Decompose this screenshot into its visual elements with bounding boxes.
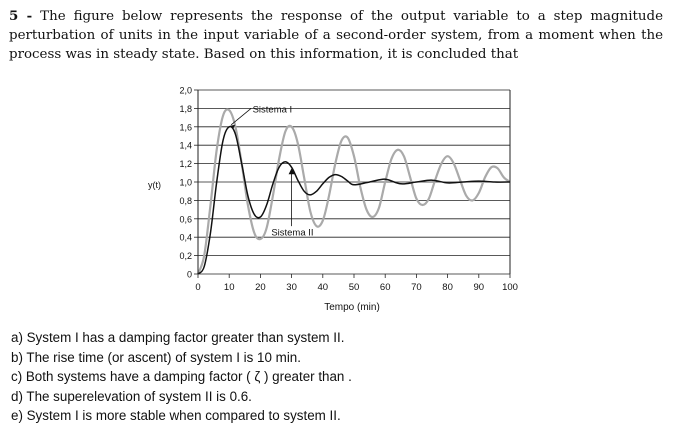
- y-tick-label: 0,6: [179, 214, 192, 225]
- option-c[interactable]: c) Both systems have a damping factor ( ζ ) greater than .: [11, 369, 352, 384]
- x-axis-label: Tempo (min): [324, 302, 380, 313]
- question-text: [9, 7, 663, 64]
- y-axis-label: y(t): [148, 180, 161, 190]
- option-d[interactable]: d) The superelevation of system II is 0.6.: [11, 388, 252, 404]
- series-line-sistema-2: [198, 109, 510, 274]
- y-tick-label: 1,2: [179, 159, 192, 170]
- step-response-figure: [140, 82, 530, 322]
- annotation-pointer-sistema-1: [231, 108, 251, 124]
- y-tick-label: 1,0: [179, 177, 192, 188]
- option-e[interactable]: e) System I is more stable when compared to system II.: [11, 408, 341, 423]
- option-b[interactable]: b) The rise time (or ascent) of system I is 10 min.: [11, 349, 301, 365]
- x-tick-label: 90: [473, 282, 485, 293]
- x-tick-label: 40: [317, 282, 329, 293]
- y-tick-label: 1,8: [179, 103, 192, 114]
- y-tick-label: 1,6: [179, 122, 192, 133]
- x-tick-label: 70: [411, 282, 422, 293]
- x-tick-label: 60: [379, 282, 391, 293]
- chart-ticks: [179, 86, 517, 294]
- x-tick-label: 10: [223, 282, 235, 293]
- x-tick-label: 80: [442, 282, 453, 293]
- question-body: The figure below represents the response of the output variable to a step magnitude perturbation of units in the input variable of a second-order system, from a moment when the process was in steady state. Based on this information, it is concluded that: [9, 9, 663, 62]
- x-tick-label: 50: [348, 282, 360, 293]
- y-tick-label: 0,4: [179, 232, 192, 243]
- y-tick-label: 0: [186, 269, 192, 280]
- step-response-chart: [140, 82, 530, 322]
- annotation-label-sistema-1: Sistema I: [252, 104, 293, 116]
- x-tick-label: 20: [255, 282, 266, 293]
- y-tick-label: 1,4: [179, 140, 192, 151]
- x-tick-label: 30: [286, 282, 297, 293]
- answer-options: [11, 328, 651, 426]
- y-tick-label: 0,8: [179, 195, 192, 206]
- chart-series: [198, 109, 510, 274]
- x-tick-label: 100: [502, 282, 518, 293]
- y-tick-label: 0,2: [179, 251, 192, 262]
- y-tick-label: 2,0: [179, 85, 192, 96]
- x-tick-label: 0: [195, 282, 201, 293]
- annotation-label-sistema-2: Sistema II: [271, 227, 314, 239]
- question-number: 5 -: [9, 8, 33, 24]
- option-a[interactable]: a) System I has a damping factor greater than system II.: [11, 330, 345, 345]
